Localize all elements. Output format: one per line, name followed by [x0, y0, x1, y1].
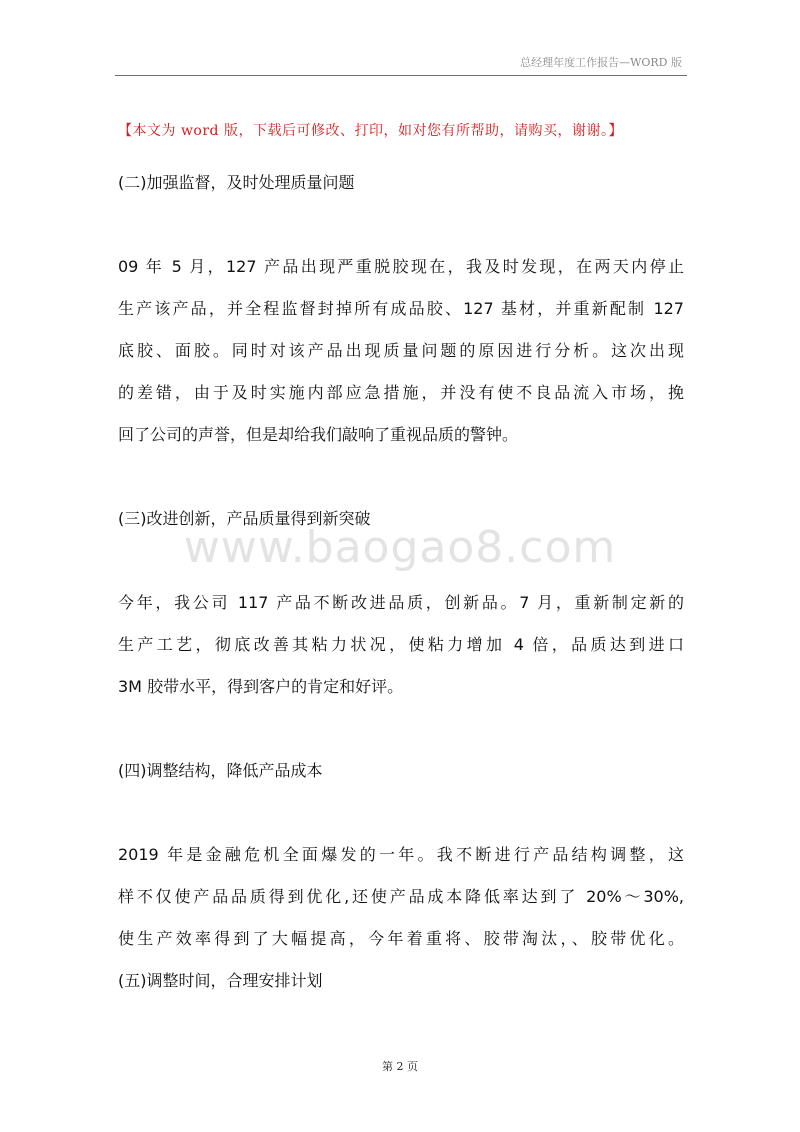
section-heading-3: (三)改进创新，产品质量得到新突破: [118, 509, 371, 528]
paragraph-line: 生产工艺，彻底改善其粘力状况，使粘力增加 4 倍，品质达到进口: [118, 635, 684, 654]
page-number: 第 2 页: [382, 1060, 418, 1073]
paragraph-line: 使生产效率得到了大幅提高，今年着重将、胶带淘汰，、胶带优化。: [118, 929, 684, 948]
watermark-text: www.baogao8.com: [183, 522, 617, 573]
section-heading-4: (四)调整结构，降低产品成本: [118, 761, 323, 780]
section-heading-2: (二)加强监督，及时处理质量问题: [118, 173, 355, 192]
section-paragraph-4: [118, 834, 684, 960]
section-heading-5: (五)调整时间，合理安排计划: [118, 971, 323, 990]
paragraph-line: 今年，我公司 117 产品不断改进品质，创新品。7 月，重新制定新的: [118, 593, 684, 612]
paragraph-line: 09 年 5 月，127 产品出现严重脱胶现在，我及时发现，在两天内停止: [118, 257, 684, 276]
paragraph-line: 的差错，由于及时实施内部应急措施，并没有使不良品流入市场，挽: [118, 383, 684, 402]
paragraph-line: 回了公司的声誉，但是却给我们敲响了重视品质的警钟。: [118, 425, 519, 444]
paragraph-line: 样不仅使产品品质得到优化,还使产品成本降低率达到了 20%～30%,: [118, 887, 684, 906]
running-header-title: 总经理年度工作报告—WORD 版: [520, 56, 682, 69]
paragraph-line: 底胶、面胶。同时对该产品出现质量问题的原因进行分析。这次出现: [118, 341, 684, 360]
paragraph-line: 生产该产品，并全程监督封掉所有成品胶、127 基材，并重新配制 127: [118, 299, 684, 318]
header-divider: [115, 75, 687, 76]
section-paragraph-2: [118, 246, 684, 456]
download-notice: 【本文为 word 版，下载后可修改、打印，如对您有所帮助，请购买，谢谢。】: [118, 123, 623, 139]
section-paragraph-3: [118, 582, 684, 708]
paragraph-line: 2019 年是金融危机全面爆发的一年。我不断进行产品结构调整，这: [118, 845, 684, 864]
paragraph-line: 3M 胶带水平，得到客户的肯定和好评。: [118, 677, 404, 696]
